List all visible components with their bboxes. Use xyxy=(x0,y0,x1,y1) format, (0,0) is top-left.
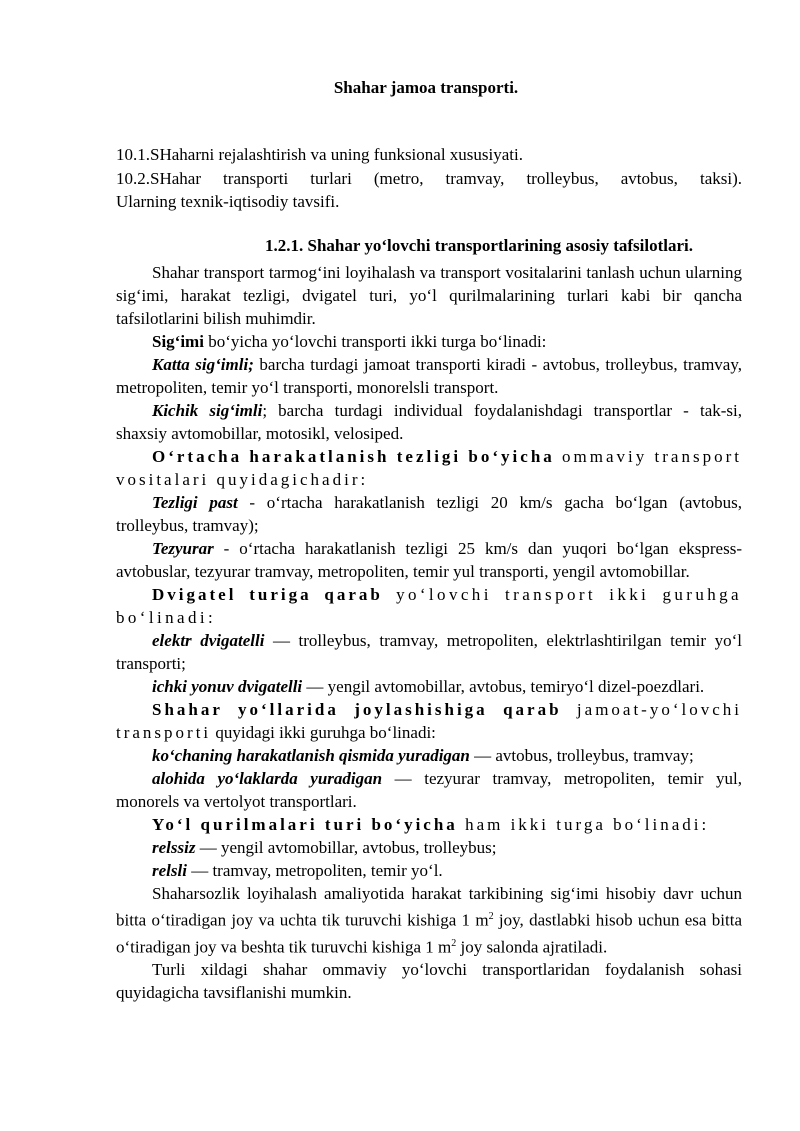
paragraph-alohida xyxy=(116,767,742,813)
text: barcha turdagi jamoat transporti kiradi - avtobus, trolleybus, tramvay, metropoliten, temir yo‘l transporti, monorelsli transport. xyxy=(116,355,742,397)
text: — yengil avtomobillar, avtobus, temiryo‘l dizel-poezdlari. xyxy=(302,677,705,696)
section-title: 1.2.1. Shahar yo‘lovchi transportlarining asosiy tafsilotlari. xyxy=(264,236,693,255)
term: Katta sig‘imli; xyxy=(152,355,254,374)
paragraph-yol xyxy=(116,813,742,836)
document-body xyxy=(116,261,742,1004)
superscript: 2 xyxy=(451,937,457,949)
text: ; barcha turdagi individual foydalanishdagi transportlar - tak-si, shaxsiy avtomobillar, motosikl, velosiped. xyxy=(116,401,742,443)
paragraph-kochaning xyxy=(116,744,742,767)
paragraph-shahar xyxy=(116,698,742,744)
text: quyidagi ikki guruhga bo‘linadi: xyxy=(211,723,436,742)
term: elektr dvigatelli xyxy=(152,631,265,650)
term: alohida yo‘laklarda yuradigan xyxy=(152,769,383,788)
paragraph-dvigatel xyxy=(116,583,742,629)
paragraph-kichik xyxy=(116,399,742,445)
superscript: 2 xyxy=(488,911,494,922)
text: ham ikki turga bo‘linadi: xyxy=(457,815,710,834)
topic-item: 10.1.SHaharni rejalashtirish va uning funksional xususiyati. xyxy=(116,145,523,164)
paragraph-tezyurar xyxy=(116,537,742,583)
text: - o‘rtacha harakatlanish tezligi 25 km/s dan yuqori bo‘lgan ekspress-avtobuslar, tezyurar tramvay, metropoliten, temir yul transporti, yengil avtomobillar. xyxy=(116,539,742,581)
paragraph-ortacha xyxy=(116,445,742,491)
text: ommaviy transport vositalari quyidagichadir: xyxy=(116,447,742,489)
paragraph-relssiz xyxy=(116,836,742,859)
paragraph-katta xyxy=(116,353,742,399)
term: Dvigatel turiga qarab xyxy=(152,585,383,604)
term: Tezligi past xyxy=(152,493,238,512)
text: — trolleybus, tramvay, metropoliten, elektrlashtirilgan temir yo‘l transporti; xyxy=(116,631,742,673)
paragraph-ichki xyxy=(116,675,742,698)
text: jamoat-yo‘lovchi transporti xyxy=(116,700,742,742)
term: ichki yonuv dvigatelli xyxy=(152,677,303,696)
text: — tramvay, metropoliten, temir yo‘l. xyxy=(186,861,443,880)
term: Yo‘l qurilmalari turi bo‘yicha xyxy=(152,815,458,834)
paragraph-turli: Turli xildagi shahar ommaviy yo‘lovchi transportlaridan foydalanish sohasi quyidagicha tavsiflanishi mumkin. xyxy=(116,960,742,1003)
term: ko‘chaning harakatlanish qismida yuradigan xyxy=(152,746,470,765)
term: O‘rtacha harakatlanish tezligi bo‘yicha xyxy=(152,447,555,466)
paragraph-elektr xyxy=(116,629,742,675)
paragraph-sigimi xyxy=(116,330,742,353)
text: joy, dastlabki hisob uchun esa bitta o‘tiradigan joy va beshta tik turuvchi kishiga 1 m xyxy=(116,910,742,957)
paragraph-tezligi xyxy=(116,491,742,537)
topics-list xyxy=(116,143,742,214)
term: relssiz xyxy=(152,838,196,857)
text: — yengil avtomobillar, avtobus, trolleybus; xyxy=(195,838,497,857)
term: Kichik sig‘imli xyxy=(152,401,263,420)
topic-item: 10.2.SHahar transporti turlari (metro, tramvay, trolleybus, avtobus, taksi). xyxy=(116,168,742,188)
paragraph-shaharsozlik xyxy=(116,882,742,958)
text: — tezyurar tramvay, metropoliten, temir yul, monorels va vertolyot transportlari. xyxy=(116,769,743,811)
text: — avtobus, trolleybus, tramvay; xyxy=(469,746,694,765)
topic-item: Ularning texnik-iqtisodiy tavsifi. xyxy=(116,192,340,211)
term: Tezyurar xyxy=(152,539,214,558)
term: Shahar yo‘llarida joylashishiga qarab xyxy=(152,700,562,719)
page-title: Shahar jamoa transporti. xyxy=(333,78,519,97)
paragraph-intro: Shahar transport tarmog‘ini loyihalash va transport vositalarini tanlash uchun ularning sig‘imi, harakat tezligi, dvigatel turi, yo‘l qurilmalarining turlari kabi bir qancha tafsilotlarini bilish muhimdir. xyxy=(116,263,742,328)
term: Sig‘imi xyxy=(152,332,204,351)
text: joy salonda ajratiladi. xyxy=(456,937,608,957)
text: Shaharsozlik loyihalash amaliyotida harakat tarkibining sig‘imi hisobiy davr uchun bitta o‘tiradigan joy va uchta tik turuvchi kishiga 1 m xyxy=(116,884,742,930)
text: bo‘yicha yo‘lovchi transporti ikki turga bo‘linadi: xyxy=(203,332,547,351)
paragraph-relsli xyxy=(116,859,742,882)
text: yo‘lovchi transport ikki guruhga bo‘linadi: xyxy=(116,585,742,627)
text: - o‘rtacha harakatlanish tezligi 20 km/s gacha bo‘lgan (avtobus, trolleybus, tramvay); xyxy=(116,493,742,535)
term: relsli xyxy=(152,861,187,880)
